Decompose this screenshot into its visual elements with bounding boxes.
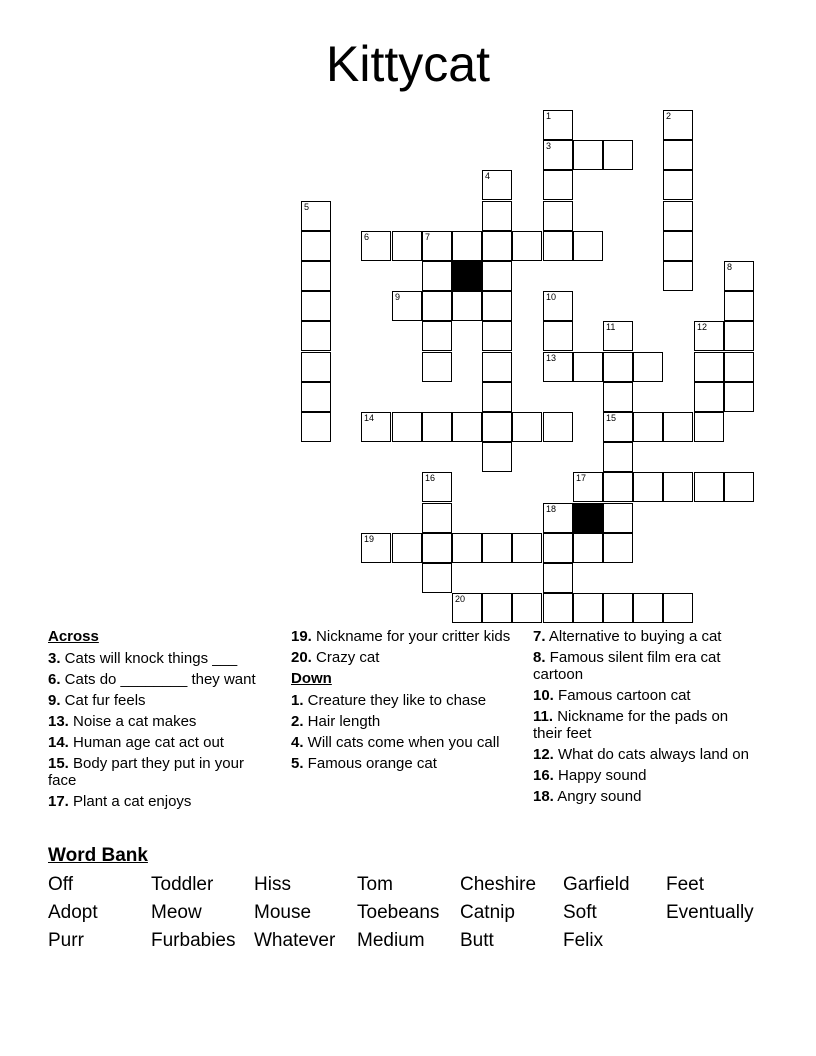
grid-cell[interactable] <box>663 110 693 140</box>
grid-cell[interactable] <box>663 261 693 291</box>
clue-number-label: 14. <box>48 734 69 751</box>
grid-cell[interactable] <box>301 352 331 382</box>
clue-number: 12 <box>697 322 708 332</box>
clue-number-label: 5. <box>291 755 304 772</box>
clue-text: What do cats always land on <box>553 746 749 763</box>
grid-cell[interactable] <box>694 382 724 412</box>
clue-item <box>48 692 273 709</box>
grid-cell[interactable] <box>573 352 603 382</box>
clue-number-label: 3. <box>48 650 61 667</box>
clue-text: Cats will knock things ___ <box>60 650 238 667</box>
grid-cell[interactable] <box>361 412 391 442</box>
clue-number-label: 17. <box>48 793 69 810</box>
grid-cell[interactable] <box>663 201 693 231</box>
clue-column-3 <box>533 628 753 809</box>
clue-number: 7 <box>425 232 431 242</box>
clue-item <box>533 708 753 742</box>
grid-cell[interactable] <box>543 563 573 593</box>
puzzle-title: Kittycat <box>326 36 490 92</box>
grid-cell[interactable] <box>392 291 422 321</box>
clue-number-label: 2. <box>291 713 304 730</box>
grid-cell[interactable] <box>543 593 573 623</box>
grid-cell[interactable] <box>543 352 573 382</box>
clue-number-label: 11. <box>533 708 554 725</box>
grid-cell[interactable] <box>663 140 693 170</box>
grid-cell[interactable] <box>482 352 512 382</box>
grid-cell[interactable] <box>603 472 633 502</box>
clue-number: 19 <box>364 534 375 544</box>
grid-cell[interactable] <box>482 382 512 412</box>
grid-cell[interactable] <box>512 593 542 623</box>
clue-number: 1 <box>546 111 552 121</box>
grid-cell[interactable] <box>724 321 754 351</box>
grid-cell[interactable] <box>482 291 512 321</box>
grid-cell[interactable] <box>482 201 512 231</box>
clue-number: 18 <box>546 504 557 514</box>
grid-cell[interactable] <box>482 321 512 351</box>
clue-text: Body part they put in your face <box>48 755 244 789</box>
clue-text: Hair length <box>303 713 381 730</box>
grid-cell[interactable] <box>724 472 754 502</box>
clue-number-label: 10. <box>533 687 554 704</box>
grid-cell[interactable] <box>694 472 724 502</box>
grid-cell[interactable] <box>422 472 452 502</box>
grid-cell[interactable] <box>482 593 512 623</box>
clue-number-label: 18. <box>533 788 554 805</box>
grid-cell[interactable] <box>603 593 633 623</box>
clue-text: Plant a cat enjoys <box>68 793 192 810</box>
clue-item <box>291 755 521 772</box>
grid-cell[interactable] <box>543 503 573 533</box>
word-bank-item: Soft <box>563 902 597 923</box>
down-heading: Down <box>291 670 332 687</box>
grid-cell[interactable] <box>452 231 482 261</box>
clue-number: 4 <box>485 171 491 181</box>
word-bank-item: Eventually <box>666 902 754 923</box>
grid-cell[interactable] <box>482 533 512 563</box>
grid-cell[interactable] <box>603 140 633 170</box>
grid-cell[interactable] <box>603 442 633 472</box>
grid-cell[interactable] <box>663 412 693 442</box>
clue-text: Nickname for the pads on their feet <box>533 708 729 742</box>
clue-number: 16 <box>425 473 436 483</box>
clue-number-label: 20. <box>291 649 312 666</box>
clue-item <box>291 734 521 751</box>
grid-cell[interactable] <box>724 352 754 382</box>
grid-cell[interactable] <box>301 231 331 261</box>
clue-number: 3 <box>546 141 552 151</box>
grid-cell[interactable] <box>603 352 633 382</box>
clue-number-label: 1. <box>291 692 304 709</box>
word-bank-item: Adopt <box>48 902 98 923</box>
word-bank-item: Butt <box>460 930 494 951</box>
grid-cell[interactable] <box>694 412 724 442</box>
grid-cell[interactable] <box>482 170 512 200</box>
clue-item <box>533 628 753 645</box>
grid-cell[interactable] <box>724 291 754 321</box>
word-bank-item: Medium <box>357 930 425 951</box>
grid-cell[interactable] <box>422 291 452 321</box>
word-bank-item: Felix <box>563 930 604 951</box>
grid-cell[interactable] <box>633 593 663 623</box>
clue-number: 11 <box>606 322 616 332</box>
grid-cell[interactable] <box>633 412 663 442</box>
grid-cell[interactable] <box>543 533 573 563</box>
clue-text: Will cats come when you call <box>303 734 500 751</box>
word-bank-item: Cheshire <box>460 874 537 895</box>
clue-column-1 <box>48 628 273 814</box>
grid-cell[interactable] <box>573 140 603 170</box>
grid-cell[interactable] <box>603 503 633 533</box>
grid-cell[interactable] <box>543 321 573 351</box>
clue-text: Famous orange cat <box>303 755 437 772</box>
grid-cell[interactable] <box>724 382 754 412</box>
grid-cell[interactable] <box>301 321 331 351</box>
grid-cell[interactable] <box>573 593 603 623</box>
clue-number-label: 19. <box>291 628 312 645</box>
clue-number-label: 9. <box>48 692 61 709</box>
clue-item <box>291 692 521 709</box>
clue-text: Famous cartoon cat <box>553 687 691 704</box>
grid-cell[interactable] <box>452 291 482 321</box>
grid-cell[interactable] <box>422 563 452 593</box>
grid-cell[interactable] <box>633 352 663 382</box>
grid-cell[interactable] <box>422 231 452 261</box>
word-bank-item: Mouse <box>254 902 312 923</box>
grid-cell[interactable] <box>422 352 452 382</box>
black-cell <box>452 261 482 291</box>
grid-cell[interactable] <box>543 231 573 261</box>
clue-number: 9 <box>395 292 401 302</box>
grid-cell[interactable] <box>482 231 512 261</box>
grid-cell[interactable] <box>543 140 573 170</box>
clue-number-label: 8. <box>533 649 546 666</box>
grid-cell[interactable] <box>633 472 663 502</box>
grid-cell[interactable] <box>422 412 452 442</box>
grid-cell[interactable] <box>392 533 422 563</box>
clue-column-2 <box>291 628 521 776</box>
word-bank-heading: Word Bank <box>48 845 148 866</box>
clue-item <box>533 746 753 763</box>
word-bank-item: Purr <box>48 930 84 951</box>
clue-item <box>48 650 273 667</box>
grid-cell[interactable] <box>301 201 331 231</box>
clue-text: Cats do ________ they want <box>60 671 256 688</box>
word-bank-item: Toddler <box>151 874 214 895</box>
grid-cell[interactable] <box>573 533 603 563</box>
clue-item <box>533 767 753 784</box>
clue-number-label: 16. <box>533 767 554 784</box>
word-bank-item: Off <box>48 874 73 895</box>
clue-text: Human age cat act out <box>68 734 224 751</box>
grid-cell[interactable] <box>663 593 693 623</box>
grid-cell[interactable] <box>301 382 331 412</box>
clue-number: 15 <box>606 413 617 423</box>
clue-item <box>291 628 521 645</box>
clue-number: 17 <box>576 473 587 483</box>
clue-number-label: 15. <box>48 755 69 772</box>
clue-item <box>533 687 753 704</box>
grid-cell[interactable] <box>361 231 391 261</box>
clue-number: 5 <box>304 202 310 212</box>
grid-cell[interactable] <box>603 382 633 412</box>
grid-cell[interactable] <box>392 412 422 442</box>
clue-text: Cat fur feels <box>60 692 146 709</box>
clue-text: Crazy cat <box>311 649 380 666</box>
grid-cell[interactable] <box>361 533 391 563</box>
grid-cell[interactable] <box>603 412 633 442</box>
clue-number: 20 <box>455 594 466 604</box>
clue-item <box>48 671 273 688</box>
clue-number: 13 <box>546 353 557 363</box>
grid-cell[interactable] <box>422 503 452 533</box>
clue-text: Famous silent film era cat cartoon <box>533 649 721 683</box>
clue-text: Alternative to buying a cat <box>545 628 722 645</box>
grid-cell[interactable] <box>543 201 573 231</box>
grid-cell[interactable] <box>724 261 754 291</box>
grid-cell[interactable] <box>573 472 603 502</box>
clue-item <box>533 649 753 683</box>
word-bank-item: Tom <box>357 874 393 895</box>
grid-cell[interactable] <box>603 321 633 351</box>
grid-cell[interactable] <box>392 231 422 261</box>
clue-number-label: 6. <box>48 671 61 688</box>
clue-item <box>291 713 521 730</box>
grid-cell[interactable] <box>694 352 724 382</box>
grid-cell[interactable] <box>482 442 512 472</box>
grid-cell[interactable] <box>422 533 452 563</box>
grid-cell[interactable] <box>482 261 512 291</box>
grid-cell[interactable] <box>543 412 573 442</box>
clue-text: Nickname for your critter kids <box>311 628 511 645</box>
grid-cell[interactable] <box>663 472 693 502</box>
grid-cell[interactable] <box>482 412 512 442</box>
word-bank-item: Whatever <box>254 930 336 951</box>
clue-number-label: 13. <box>48 713 69 730</box>
grid-cell[interactable] <box>512 412 542 442</box>
grid-cell[interactable] <box>543 291 573 321</box>
grid-cell[interactable] <box>301 412 331 442</box>
grid-cell[interactable] <box>452 412 482 442</box>
clue-number-label: 12. <box>533 746 554 763</box>
word-bank-item: Hiss <box>254 874 291 895</box>
clue-item <box>48 734 273 751</box>
word-bank-item: Toebeans <box>357 902 440 923</box>
grid-cell[interactable] <box>452 593 482 623</box>
clue-item <box>533 788 753 805</box>
grid-cell[interactable] <box>512 533 542 563</box>
grid-cell[interactable] <box>452 533 482 563</box>
clue-number-label: 4. <box>291 734 304 751</box>
clue-item <box>48 713 273 730</box>
grid-cell[interactable] <box>663 170 693 200</box>
clue-text: Noise a cat makes <box>68 713 197 730</box>
black-cell <box>573 503 603 533</box>
across-heading: Across <box>48 628 99 645</box>
clue-item <box>291 649 521 666</box>
clue-number: 14 <box>364 413 375 423</box>
grid-cell[interactable] <box>603 533 633 563</box>
clue-number: 6 <box>364 232 370 242</box>
word-bank-item: Catnip <box>460 902 515 923</box>
word-bank-item: Garfield <box>563 874 630 895</box>
clue-number: 8 <box>727 262 733 272</box>
word-bank-item: Feet <box>666 874 705 895</box>
grid-cell[interactable] <box>543 110 573 140</box>
word-bank-item: Furbabies <box>151 930 236 951</box>
clue-text: Happy sound <box>553 767 647 784</box>
clue-number-label: 7. <box>533 628 546 645</box>
clue-text: Creature they like to chase <box>303 692 487 709</box>
clue-number: 10 <box>546 292 557 302</box>
grid-cell[interactable] <box>663 231 693 261</box>
clue-item <box>48 793 273 810</box>
grid-cell[interactable] <box>573 231 603 261</box>
grid-cell[interactable] <box>694 321 724 351</box>
word-bank-item: Meow <box>151 902 202 923</box>
grid-cell[interactable] <box>512 231 542 261</box>
grid-cell[interactable] <box>422 321 452 351</box>
clue-number: 2 <box>666 111 672 121</box>
grid-cell[interactable] <box>301 261 331 291</box>
grid-cell[interactable] <box>543 170 573 200</box>
clue-text: Angry sound <box>553 788 642 805</box>
clue-item <box>48 755 273 789</box>
grid-cell[interactable] <box>301 291 331 321</box>
grid-cell[interactable] <box>422 261 452 291</box>
